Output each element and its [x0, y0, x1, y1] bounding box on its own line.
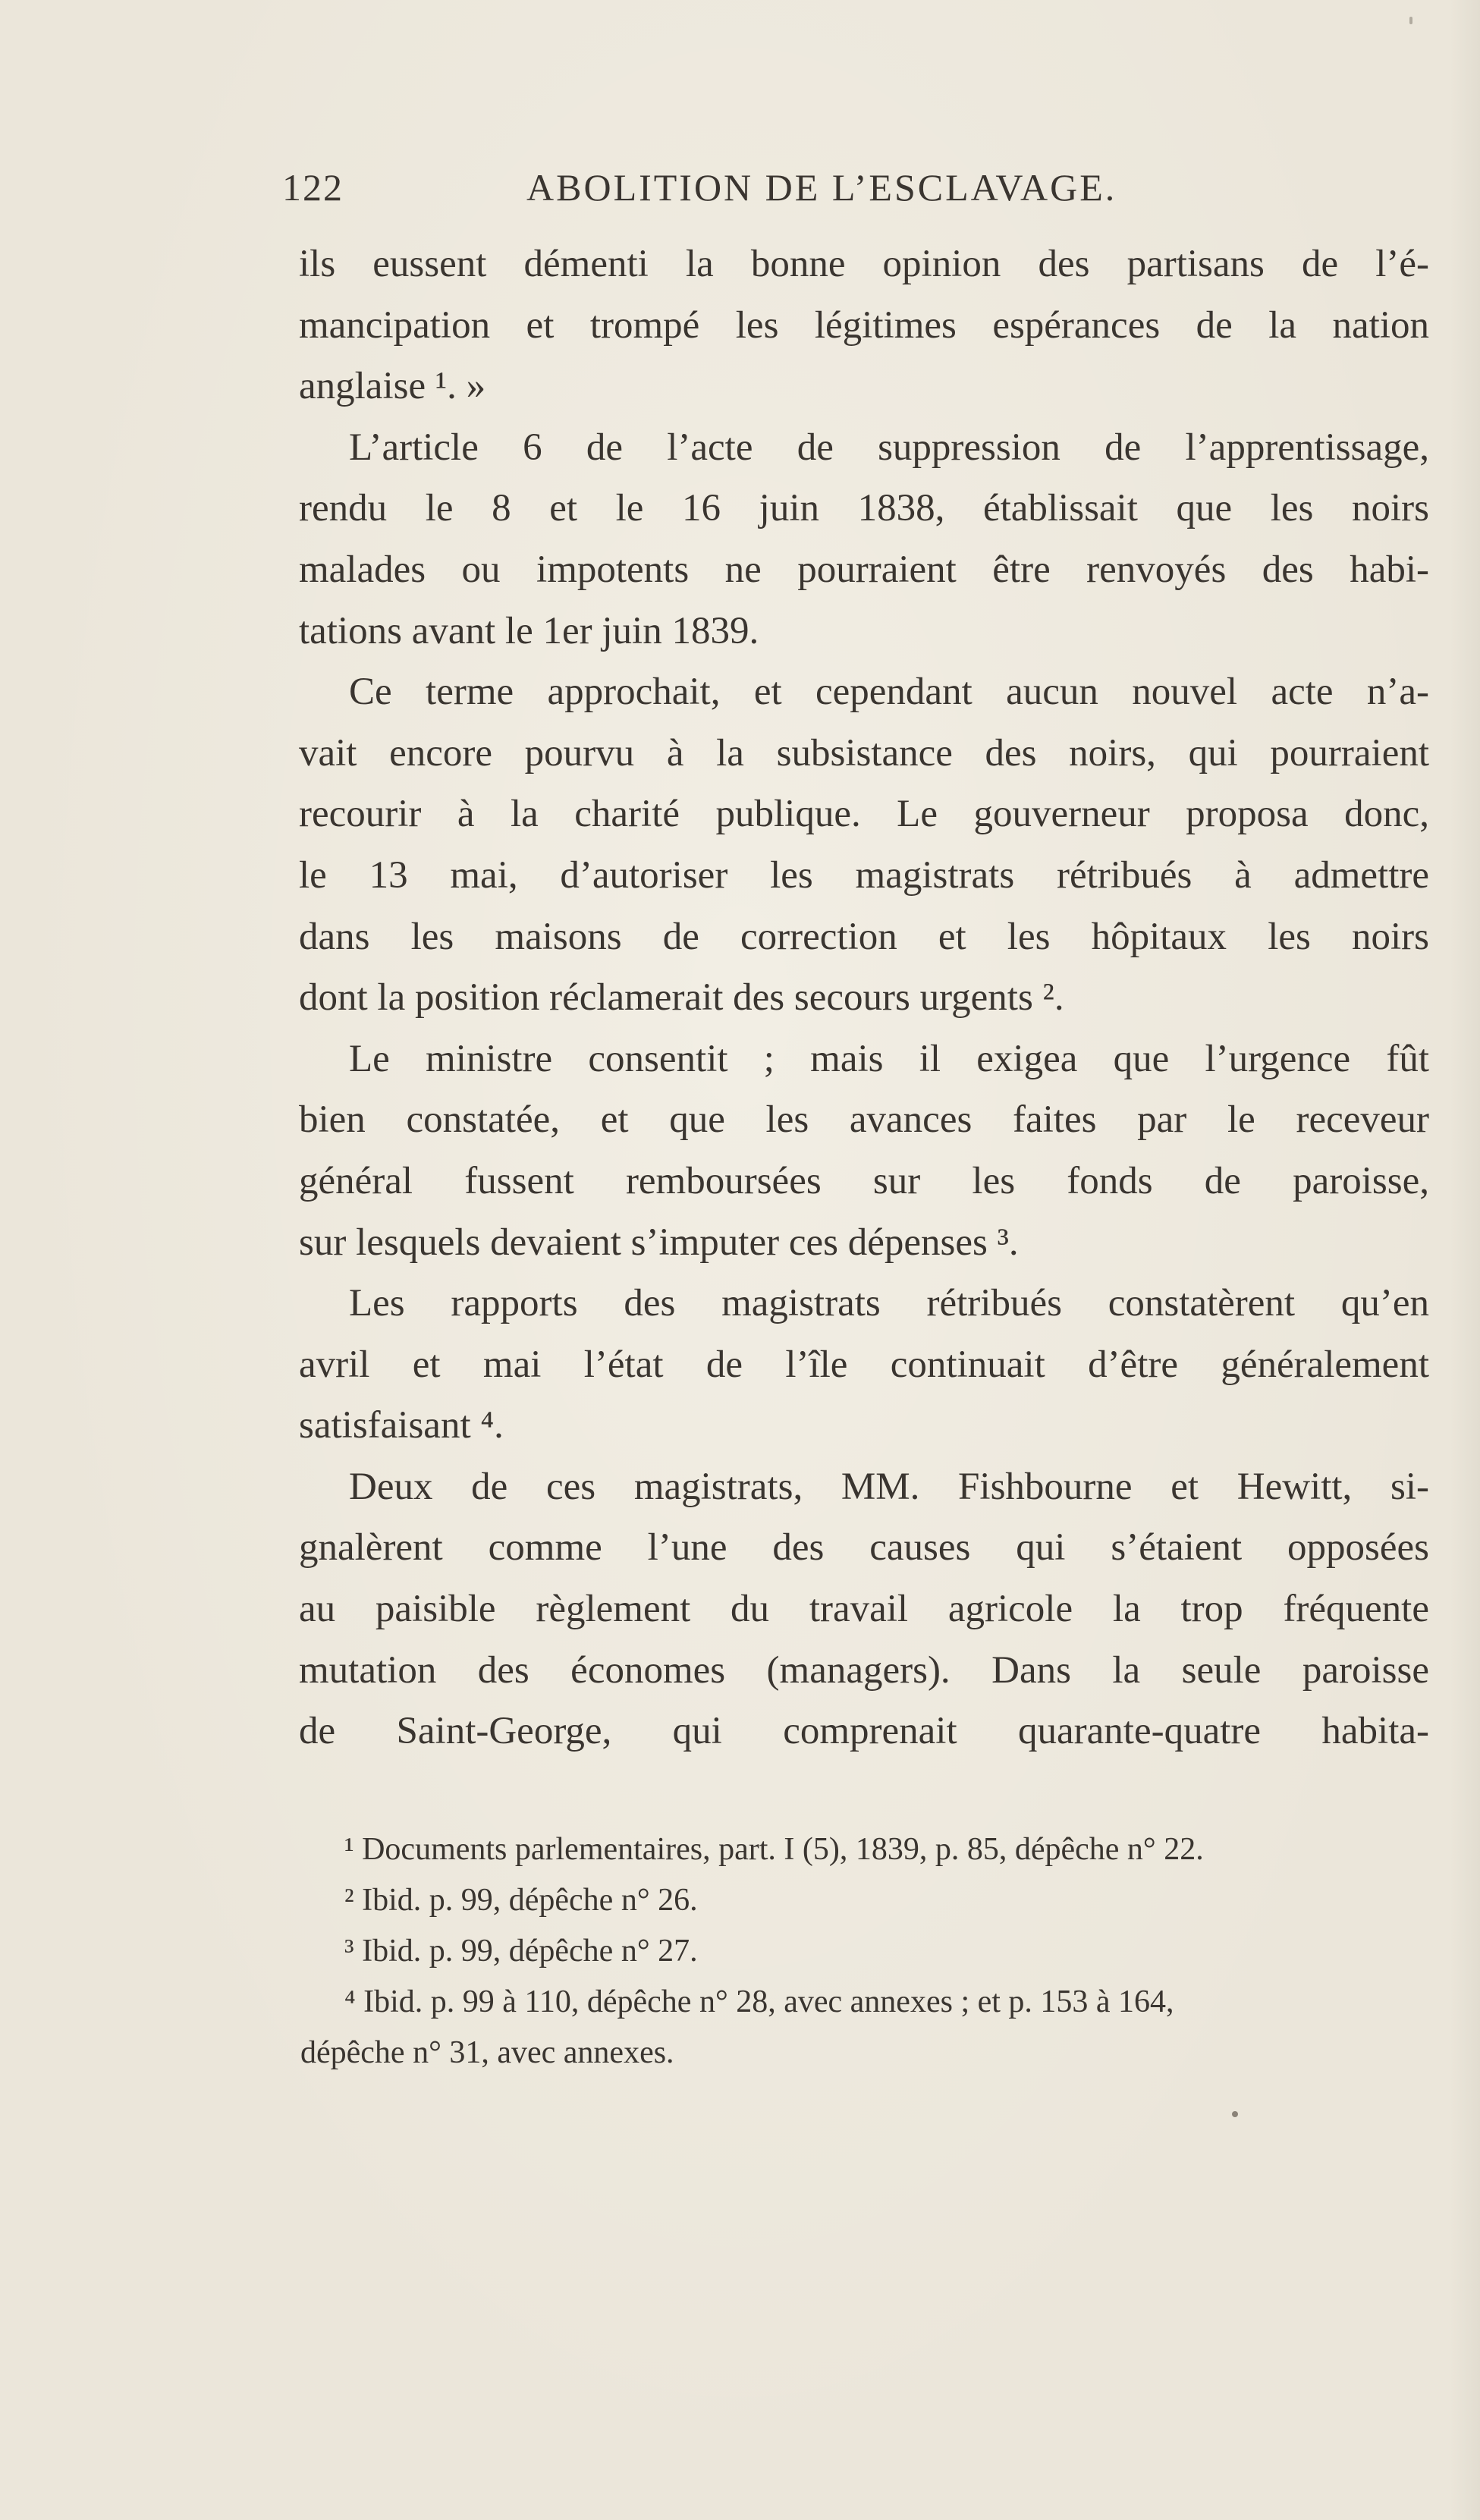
text-line: anglaise ¹. » — [299, 365, 486, 408]
page-edge-shadow — [1450, 0, 1480, 2520]
paper-speck — [1232, 2111, 1238, 2117]
text-line: gnalèrent comme l’une des causes qui s’étaient opposées — [299, 1526, 1429, 1570]
page-number: 122 — [282, 166, 344, 209]
text-line: tations avant le 1er juin 1839. — [299, 609, 759, 652]
footnote: ³ Ibid. p. 99, dépêche n° 27. — [344, 1934, 698, 1969]
footnote: ¹ Documents parlementaires, part. I (5), 1839, p. 85, dépêche n° 22. — [344, 1832, 1204, 1867]
text-line: rendu le 8 et le 16 juin 1838, établissait que les noirs — [299, 487, 1429, 530]
text-line: mutation des économes (managers). Dans la seule paroisse — [299, 1648, 1429, 1692]
text-line: sur lesquels devaient s’imputer ces dépenses ³. — [299, 1221, 1019, 1264]
footnotes — [300, 1824, 1431, 2079]
text-line: vait encore pourvu à la subsistance des noirs, qui pourraient — [299, 731, 1429, 775]
text-line: recourir à la charité publique. Le gouverneur proposa donc, — [299, 793, 1429, 836]
text-line: L’article 6 de l’acte de suppression de l’apprentissage, — [349, 426, 1429, 469]
text-line: avril et mai l’état de l’île continuait d’être généralement — [299, 1343, 1429, 1386]
running-title: ABOLITION DE L’ESCLAVAGE. — [526, 166, 1117, 209]
text-line: de Saint-George, qui comprenait quarante-quatre habita- — [299, 1710, 1429, 1753]
text-line: satisfaisant ⁴. — [299, 1404, 504, 1447]
text-line: Deux de ces magistrats, MM. Fishbourne et Hewitt, si- — [349, 1465, 1429, 1508]
body-text — [299, 234, 1429, 1762]
page-header — [282, 165, 1420, 218]
text-line: Le ministre consentit ; mais il exigea que l’urgence fût — [349, 1037, 1429, 1080]
text-line: le 13 mai, d’autoriser les magistrats rétribués à admettre — [299, 853, 1429, 897]
text-line: général fussent remboursées sur les fonds de paroisse, — [299, 1159, 1429, 1202]
text-line: Les rapports des magistrats rétribués constatèrent qu’en — [349, 1282, 1429, 1325]
text-line: au paisible règlement du travail agricole la trop fréquente — [299, 1588, 1429, 1631]
footnote-continuation: dépêche n° 31, avec annexes. — [300, 2035, 674, 2070]
paper-speck — [1409, 17, 1412, 24]
footnote: ⁴ Ibid. p. 99 à 110, dépêche n° 28, avec annexes ; et p. 153 à 164, — [344, 1984, 1174, 2019]
text-line: Ce terme approchait, et cependant aucun nouvel acte n’a- — [349, 671, 1429, 714]
text-line: bien constatée, et que les avances faites par le receveur — [299, 1098, 1429, 1142]
text-line: dont la position réclamerait des secours urgents ². — [299, 976, 1064, 1020]
footnote: ² Ibid. p. 99, dépêche n° 26. — [344, 1883, 698, 1918]
text-line: malades ou impotents ne pourraient être renvoyés des habi- — [299, 548, 1429, 591]
text-line: dans les maisons de correction et les hôpitaux les noirs — [299, 915, 1429, 958]
text-line: ils eussent démenti la bonne opinion des partisans de l’é- — [299, 243, 1429, 285]
text-line: mancipation et trompé les légitimes espérances de la nation — [299, 303, 1429, 347]
